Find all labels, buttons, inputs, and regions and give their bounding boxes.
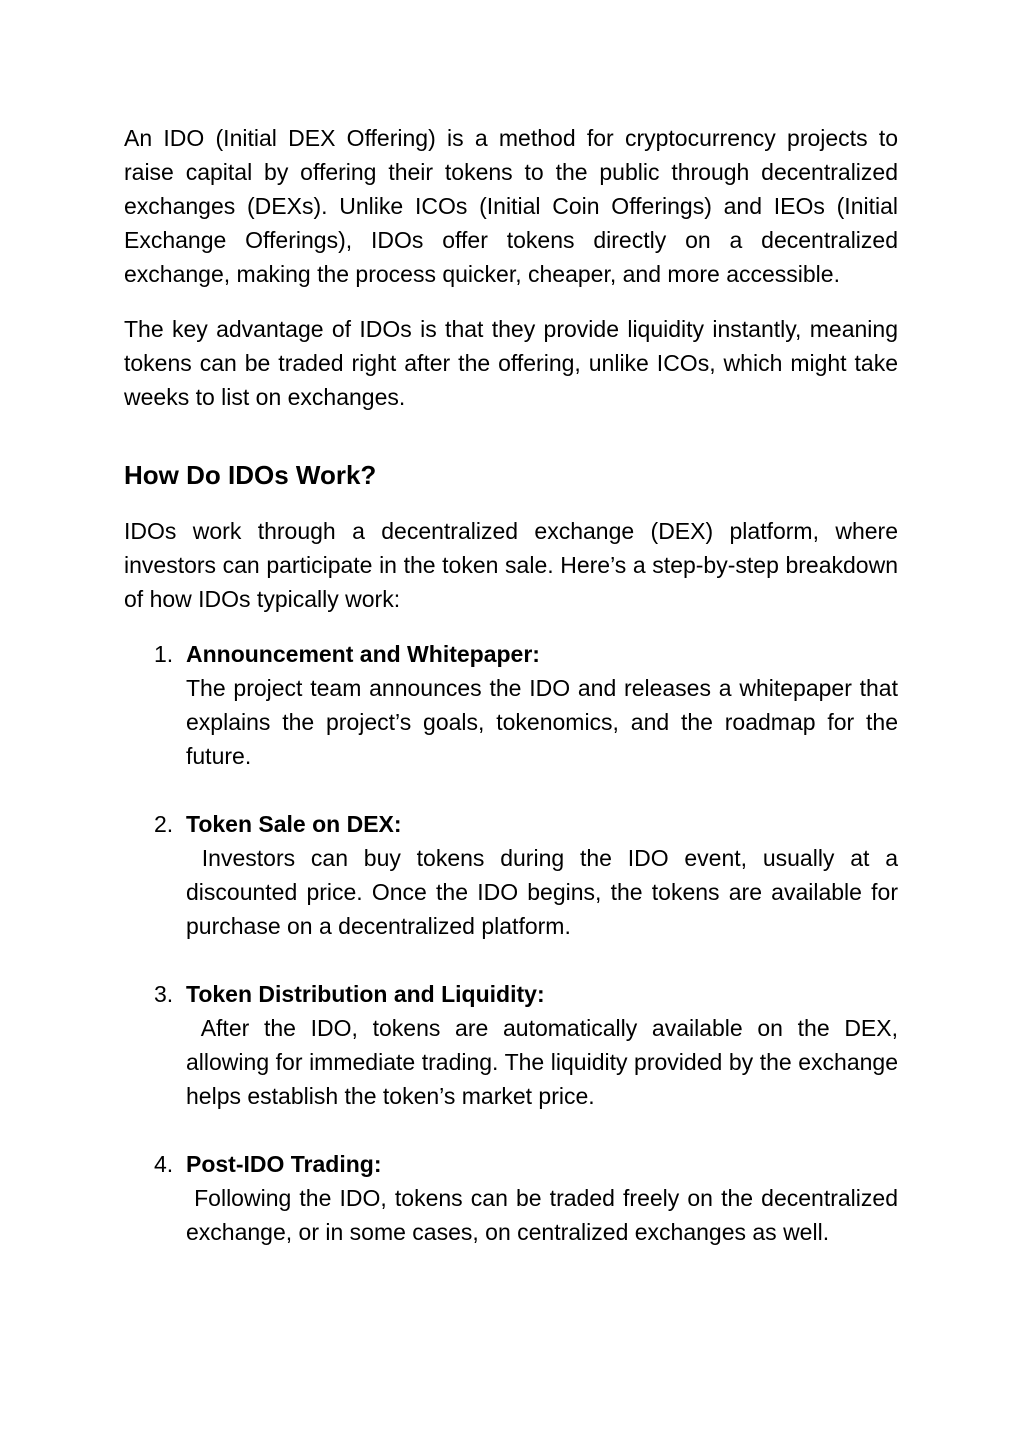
step-number: 4. [154, 1151, 174, 1177]
step-title: Announcement and Whitepaper: [186, 641, 540, 667]
step-title: Token Distribution and Liquidity: [186, 981, 545, 1007]
step-description: Investors can buy tokens during the IDO event, usually at a discounted price. Once the IDO begins, the tokens are available for purchase on a decentralized platform. [186, 845, 905, 939]
intro-paragraph-ido-definition: An IDO (Initial DEX Offering) is a method for cryptocurrency projects to raise capital by offering their tokens to the public through decentralized exchanges (DEXs). Unlike ICOs (Initial Coin Offerings) and IEOs (Initial Exchange Offerings), IDOs offer tokens directly on a decentralized exchange, making the process quicker, cheaper, and more accessible. [124, 125, 898, 287]
step-number: 3. [154, 981, 174, 1007]
step-title: Post-IDO Trading: [186, 1151, 382, 1177]
step-description: After the IDO, tokens are automatically available on the DEX, allowing for immediate trading. The liquidity provided by the exchange helps establish the token’s market price. [186, 1015, 905, 1109]
step-item-distribution [124, 977, 905, 1113]
step-description: Following the IDO, tokens can be traded freely on the decentralized exchange, or in some cases, on centralized exchanges as well. [186, 1185, 905, 1245]
section-heading: How Do IDOs Work? [124, 460, 377, 490]
step-number: 1. [154, 641, 174, 667]
step-item-token-sale [124, 807, 905, 943]
step-title: Token Sale on DEX: [186, 811, 402, 837]
steps-list [124, 637, 905, 1249]
document-page [124, 121, 905, 1249]
step-description: The project team announces the IDO and releases a whitepaper that explains the project’s goals, tokenomics, and the roadmap for the future. [186, 675, 905, 769]
step-item-announcement [124, 637, 905, 773]
step-item-post-ido-trading [124, 1147, 905, 1249]
step-number: 2. [154, 811, 174, 837]
paragraph-key-advantage: The key advantage of IDOs is that they provide liquidity instantly, meaning tokens can be traded right after the offering, unlike ICOs, which might take weeks to list on exchanges. [124, 316, 898, 410]
section-intro-paragraph: IDOs work through a decentralized exchange (DEX) platform, where investors can participate in the token sale. Here’s a step-by-step breakdown of how IDOs typically work: [124, 518, 898, 612]
